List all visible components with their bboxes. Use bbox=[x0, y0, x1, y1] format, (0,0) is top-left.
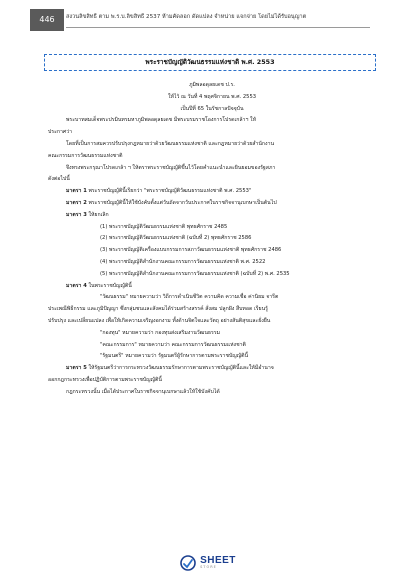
sheet-logo-icon bbox=[180, 555, 196, 571]
line-text: กฎกระทรวงนั้น เมื่อได้ประกาศในราชกิจจานุเบกษาแล้วให้ใช้บังคับได้ bbox=[66, 388, 220, 395]
logo-wordmark: SHEET bbox=[200, 555, 236, 567]
reign-year-line: เป็นปีที่ 65 ในรัชกาลปัจจุบัน bbox=[180, 105, 244, 112]
line-text: "วัฒนธรรม" หมายความว่า วิถีการดำเนินชีวิต ความคิด ความเชื่อ ค่านิยม จารีต bbox=[100, 294, 279, 301]
section-line bbox=[48, 186, 376, 198]
body-line bbox=[48, 351, 376, 363]
signature-line: ภูมิพลอดุลยเดช ป.ร. bbox=[189, 82, 235, 88]
footer-logo bbox=[0, 548, 416, 578]
line-text: "คณะกรรมการ" หมายความว่า คณะกรรมการวัฒนธรรมแห่งชาติ bbox=[100, 341, 246, 348]
body-line bbox=[48, 151, 376, 163]
section-label: มาตรา 4 bbox=[66, 282, 87, 289]
body-line bbox=[48, 316, 376, 328]
date-line: ให้ไว้ ณ วันที่ 4 พฤศจิกายน พ.ศ. 2553 bbox=[167, 93, 257, 100]
body-line bbox=[48, 127, 376, 139]
body-line bbox=[48, 222, 376, 234]
document-body bbox=[48, 80, 376, 399]
line-text: โดยที่เป็นการสมควรปรับปรุงกฎหมายว่าด้วยวัฒนธรรมแห่งชาติ และกฎหมายว่าด้วยสำนักงาน bbox=[66, 140, 275, 147]
header-divider bbox=[66, 27, 370, 28]
line-text: ปรับปรุง และเปลี่ยนแปลง เพื่อให้เกิดความเจริญงอกงาม ทั้งด้านจิตใจและวัตถุ อย่างสันติสุขและยั่งยืน bbox=[48, 317, 271, 324]
line-text: ให้ยกเลิก bbox=[86, 211, 109, 218]
body-line bbox=[48, 174, 376, 186]
line-text: (1) พระราชบัญญัติวัฒนธรรมแห่งชาติ พุทธศักราช 2485 bbox=[100, 223, 228, 230]
body-line bbox=[48, 328, 376, 340]
section-line bbox=[48, 281, 376, 293]
line-text: (5) พระราชบัญญัติสำนักงานคณะกรรมการวัฒนธรรมแห่งชาติ (ฉบับที่ 2) พ.ศ. 2535 bbox=[100, 270, 290, 277]
page-number: 446 bbox=[30, 9, 64, 31]
section-label: มาตรา 5 bbox=[66, 365, 87, 372]
body-text bbox=[48, 115, 376, 398]
body-line bbox=[48, 245, 376, 257]
body-line bbox=[48, 292, 376, 304]
body-line bbox=[48, 269, 376, 281]
line-text: ในพระราชบัญญัตินี้ bbox=[86, 282, 132, 289]
body-line bbox=[48, 233, 376, 245]
document-title: พระราชบัญญัติวัฒนธรรมแห่งชาติ พ.ศ. 2553 bbox=[44, 54, 376, 71]
section-label: มาตรา 3 bbox=[66, 211, 87, 218]
line-text: "กองทุน" หมายความว่า กองทุนส่งเสริมงานวัฒนธรรม bbox=[100, 329, 221, 336]
section-line bbox=[48, 210, 376, 222]
body-line bbox=[48, 340, 376, 352]
body-line bbox=[48, 257, 376, 269]
line-text: (2) พระราชบัญญัติวัฒนธรรมแห่งชาติ (ฉบับที่ 2) พุทธศักราช 2586 bbox=[100, 235, 252, 242]
body-line bbox=[48, 139, 376, 151]
body-line bbox=[48, 163, 376, 175]
logo-subtitle: STORE bbox=[200, 565, 217, 570]
line-text: พระราชบัญญัตินี้ให้ใช้บังคับตั้งแต่วันถัดจากวันประกาศในราชกิจจานุเบกษาเป็นต้นไป bbox=[86, 199, 277, 206]
line-text: (4) พระราชบัญญัติสำนักงานคณะกรรมการวัฒนธรรมแห่งชาติ พ.ศ. 2522 bbox=[100, 258, 266, 265]
line-text: พระราชบัญญัตินี้เรียกว่า "พระราชบัญญัติวัฒนธรรมแห่งชาติ พ.ศ. 2553" bbox=[86, 188, 252, 195]
line-text: พระบาทสมเด็จพระปรมินทรมหาภูมิพลอดุลยเดช มีพระบรมราชโองการโปรดเกล้าฯ ให้ bbox=[66, 117, 256, 124]
line-text: ดังต่อไปนี้ bbox=[48, 176, 70, 183]
body-line bbox=[48, 387, 376, 399]
body-line bbox=[48, 115, 376, 127]
section-line bbox=[48, 198, 376, 210]
section-line bbox=[48, 363, 376, 375]
line-text: ประกาศว่า bbox=[48, 129, 73, 136]
line-text: ประเพณีพิธีกรรม และภูมิปัญญา ซึ่งกลุ่มชนและสังคมได้ร่วมสร้างสรรค์ สั่งสม ปลูกฝัง สืบทอด เรียนรู้ bbox=[48, 306, 268, 313]
line-text: "รัฐมนตรี" หมายความว่า รัฐมนตรีผู้รักษาการตามพระราชบัญญัตินี้ bbox=[100, 353, 249, 360]
line-text: จึงทรงพระกรุณาโปรดเกล้า ฯ ให้ตราพระราชบัญญัติขึ้นไว้โดยคำแนะนำและยินยอมของรัฐสภา bbox=[66, 164, 276, 171]
copyright-header: สงวนลิขสิทธิ์ ตาม พ.ร.บ.ลิขสิทธิ์ 2537 ห้ามคัดลอก ดัดแปลง จำหน่าย แจกจ่าย โดยไม่ได้รับอนุญาต bbox=[66, 14, 307, 20]
body-line bbox=[48, 375, 376, 387]
line-text: คณะกรรมการวัฒนธรรมแห่งชาติ bbox=[48, 152, 123, 159]
line-text: ออกกฎกระทรวงเพื่อปฏิบัติการตามพระราชบัญญัตินี้ bbox=[48, 376, 162, 383]
body-line bbox=[48, 304, 376, 316]
section-label: มาตรา 2 bbox=[66, 199, 87, 206]
line-text: ให้รัฐมนตรีว่าการกระทรวงวัฒนธรรมรักษาการตามพระราชบัญญัตินี้และให้มีอำนาจ bbox=[86, 365, 274, 372]
section-label: มาตรา 1 bbox=[66, 188, 87, 195]
line-text: (3) พระราชบัญญัติเครื่องแบบกรรมการสภาวัฒนธรรมแห่งชาติ พุทธศักราช 2486 bbox=[100, 247, 282, 254]
